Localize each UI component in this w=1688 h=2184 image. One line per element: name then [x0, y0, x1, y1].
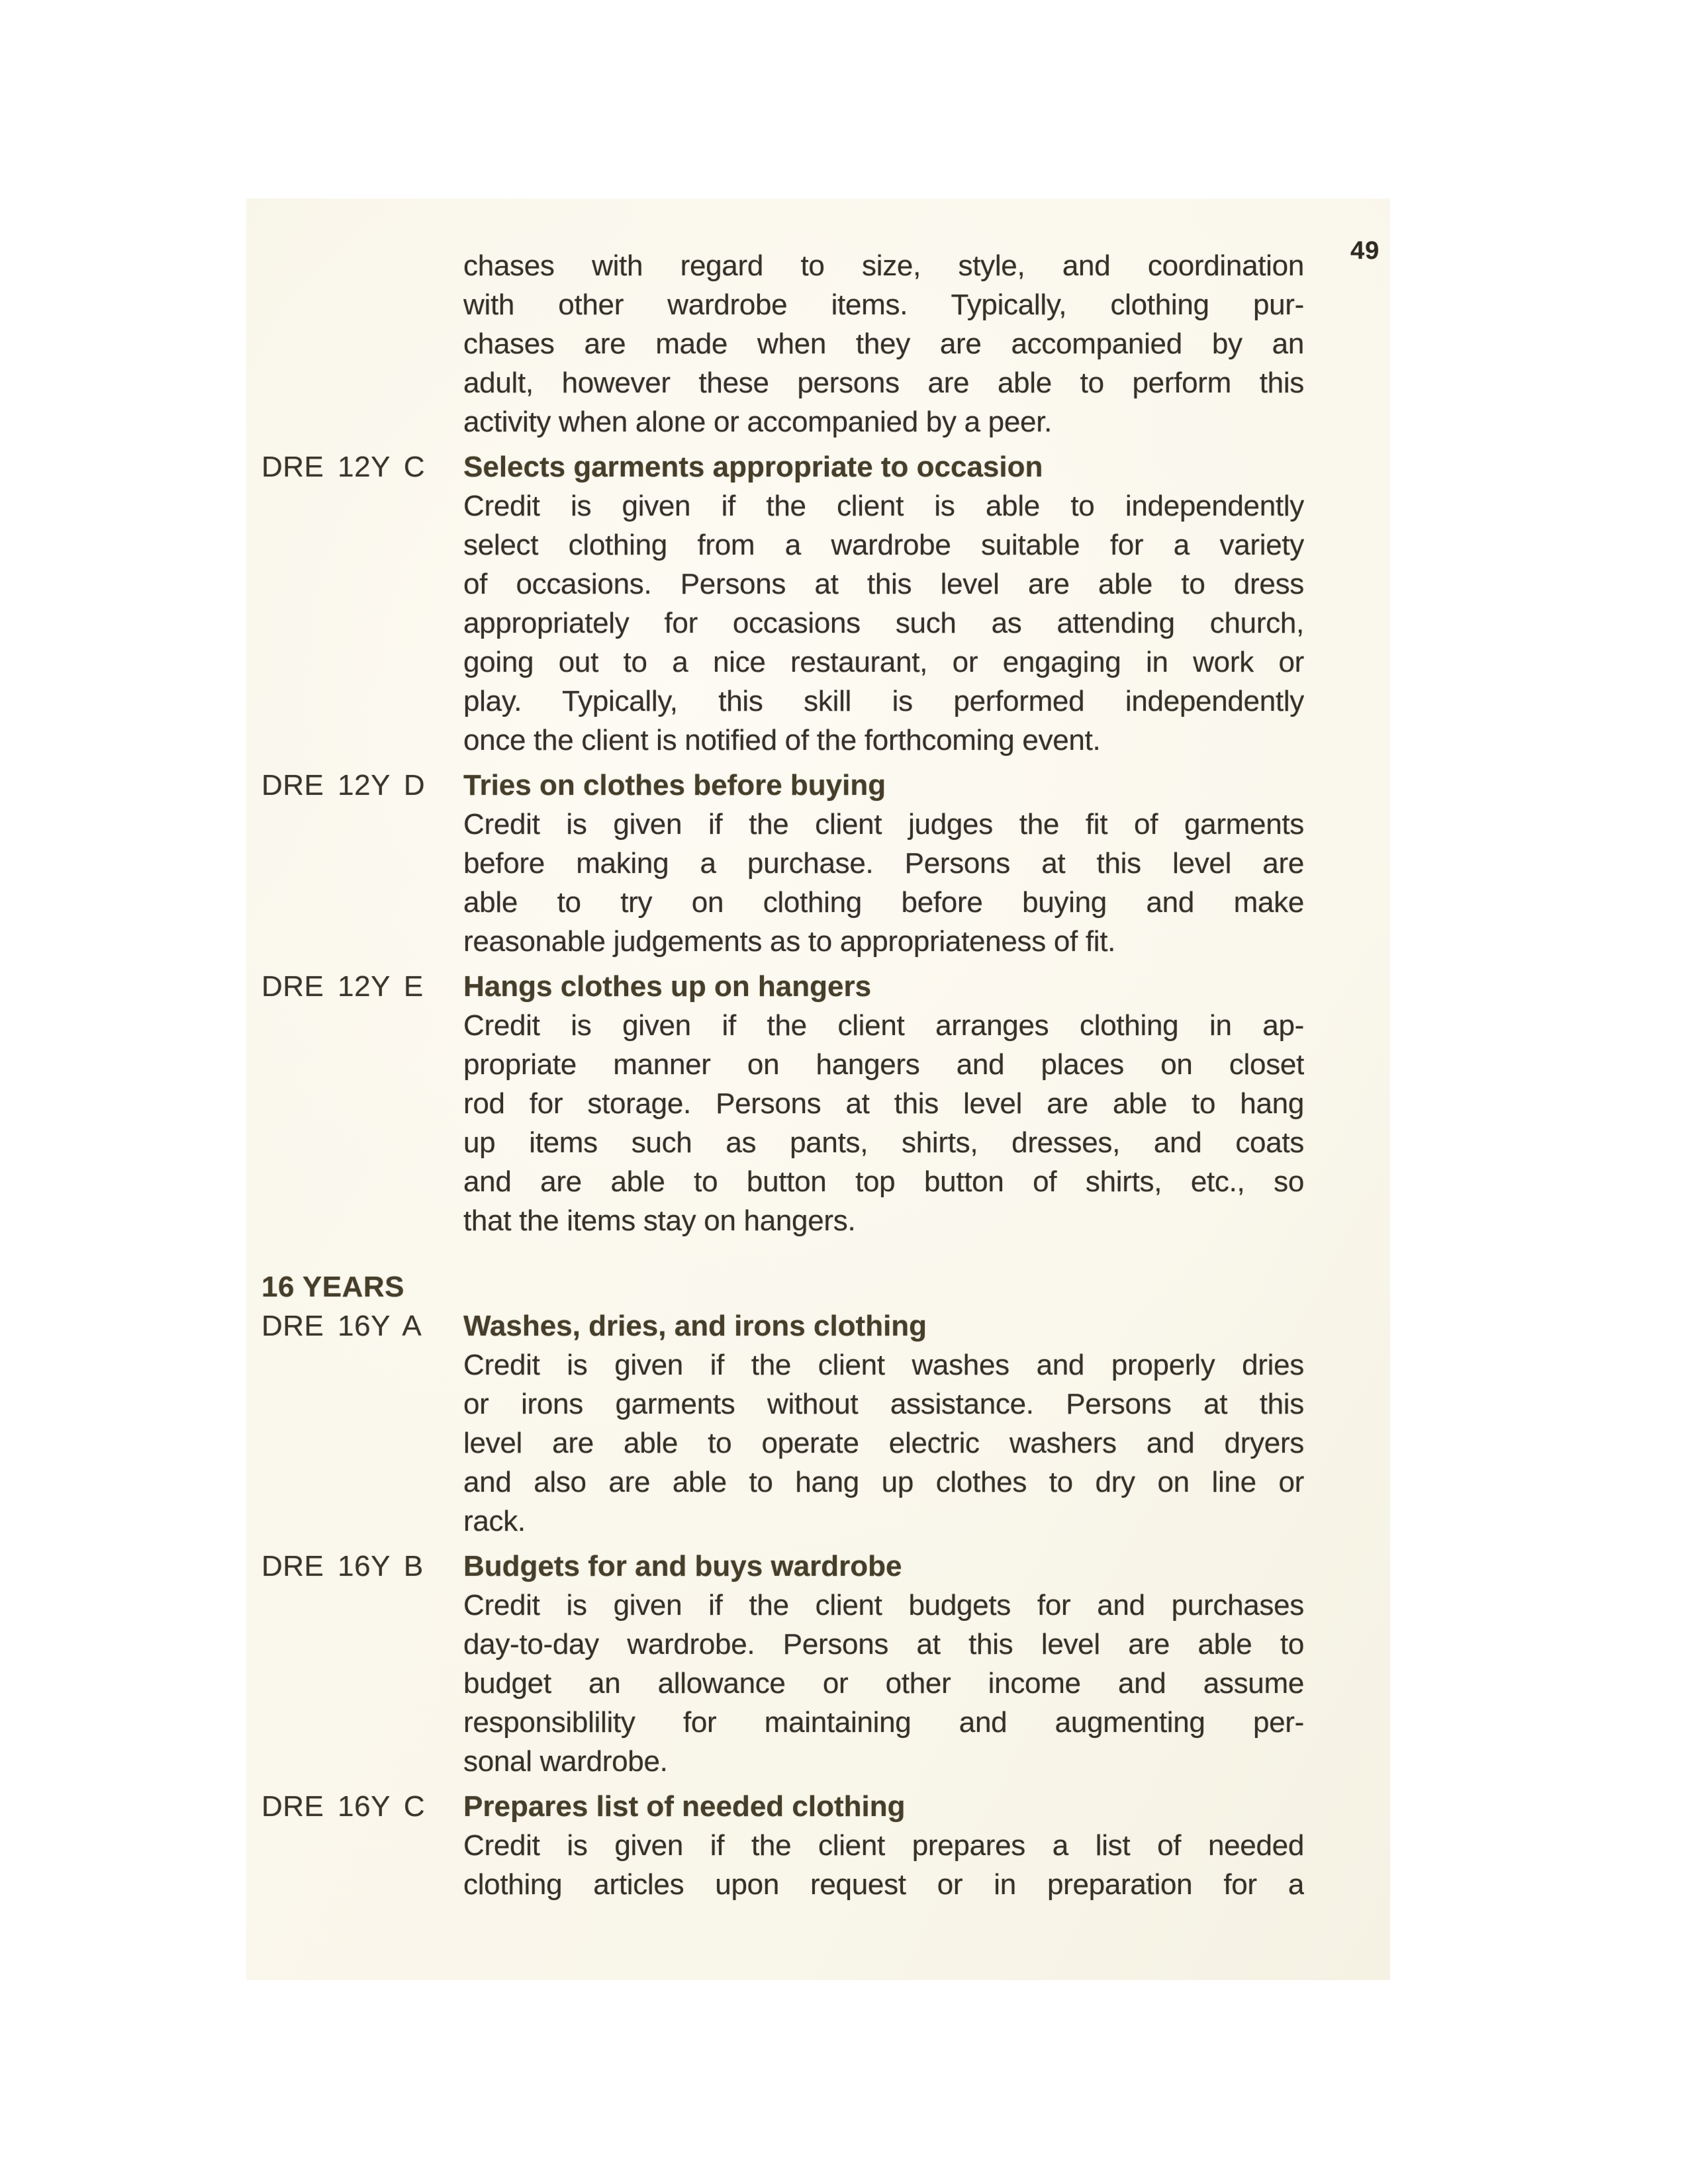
body-line: rod for storage. Persons at this level are able to hang: [463, 1087, 1304, 1120]
body-line: and also are able to hang up clothes to dry on line or: [463, 1466, 1304, 1498]
section-columns: [246, 766, 1390, 961]
body-line: Credit is given if the client judges the fit of garments: [463, 808, 1304, 841]
body-line: once the client is notified of the forthcoming event.: [463, 724, 1101, 756]
body-line: level are able to operate electric washers and dryers: [463, 1427, 1304, 1459]
body-line: day-to-day wardrobe. Persons at this level are able to: [463, 1628, 1304, 1661]
item-row: [246, 967, 1390, 1240]
body-line: responsiblility for maintaining and augmenting per-: [463, 1706, 1304, 1739]
body-line: going out to a nice restaurant, or engaging in work or: [463, 646, 1304, 678]
item-heading: Tries on clothes before buying: [463, 769, 886, 801]
item-code: DRE 16Y A: [261, 1310, 422, 1342]
label-column: [246, 1787, 463, 1904]
item-code: DRE 16Y B: [261, 1550, 424, 1582]
item-row: [246, 1306, 1390, 1541]
body-line: Credit is given if the client washes and properly dries: [463, 1349, 1304, 1381]
item-code: DRE 12Y C: [261, 451, 426, 483]
body-line: before making a purchase. Persons at this level are: [463, 847, 1304, 880]
section-columns: [246, 447, 1390, 760]
body-line: adult, however these persons are able to perform this: [463, 367, 1304, 399]
paragraph-row: [246, 246, 1390, 441]
age-section-header: 16 YEARS: [261, 1271, 404, 1303]
body-line: Credit is given if the client is able to independently: [463, 490, 1304, 522]
body-column: [463, 246, 1304, 441]
label-column: [246, 447, 463, 760]
label-column: [246, 766, 463, 961]
body-line: clothing articles upon request or in preparation for a: [463, 1868, 1304, 1901]
item-code: DRE 16Y C: [261, 1790, 426, 1823]
scanned-page: [246, 199, 1390, 1980]
item-heading: Prepares list of needed clothing: [463, 1790, 906, 1823]
body-line: Credit is given if the client budgets for and purchases: [463, 1589, 1304, 1621]
body-column: [463, 1306, 1304, 1541]
body-column: [463, 1547, 1304, 1781]
item-row: [246, 766, 1390, 961]
body-line: up items such as pants, shirts, dresses, and coats: [463, 1126, 1304, 1159]
body-line: Credit is given if the client arranges clothing in ap-: [463, 1009, 1304, 1042]
body-line: budget an allowance or other income and assume: [463, 1667, 1304, 1700]
item-code: DRE 12Y E: [261, 970, 424, 1003]
body-line: or irons garments without assistance. Persons at this: [463, 1388, 1304, 1420]
body-column: [463, 766, 1304, 961]
body-column: [463, 967, 1304, 1240]
body-column: [463, 447, 1304, 760]
body-line: chases with regard to size, style, and coordination: [463, 250, 1304, 282]
body-line: able to try on clothing before buying and make: [463, 886, 1304, 919]
body-line: sonal wardrobe.: [463, 1745, 668, 1778]
body-line: activity when alone or accompanied by a peer.: [463, 406, 1053, 438]
section-columns: [246, 1306, 1390, 1541]
page-content: [246, 246, 1390, 1904]
page-number: 49: [1350, 237, 1380, 265]
age-section: [246, 1267, 1390, 1306]
label-column: [246, 246, 463, 441]
label-column: [246, 967, 463, 1240]
body-line: chases are made when they are accompanied by an: [463, 328, 1304, 360]
body-line: propriate manner on hangers and places on closet: [463, 1048, 1304, 1081]
section-columns: [246, 246, 1390, 441]
item-code: DRE 12Y D: [261, 769, 426, 801]
body-line: rack.: [463, 1505, 526, 1537]
label-column: [246, 1306, 463, 1541]
item-heading: Budgets for and buys wardrobe: [463, 1550, 902, 1582]
section-columns: [246, 1787, 1390, 1904]
label-column: [246, 1547, 463, 1781]
body-line: reasonable judgements as to appropriateness of fit.: [463, 925, 1116, 958]
body-line: that the items stay on hangers.: [463, 1205, 856, 1237]
item-row: [246, 1547, 1390, 1781]
section-columns: [246, 1547, 1390, 1781]
body-line: of occasions. Persons at this level are able to dress: [463, 568, 1304, 600]
item-row: [246, 1787, 1390, 1904]
item-heading: Washes, dries, and irons clothing: [463, 1310, 927, 1342]
body-line: Credit is given if the client prepares a list of needed: [463, 1829, 1304, 1862]
item-row: [246, 447, 1390, 760]
body-line: play. Typically, this skill is performed independently: [463, 685, 1304, 717]
item-heading: Selects garments appropriate to occasion: [463, 451, 1043, 483]
item-heading: Hangs clothes up on hangers: [463, 970, 872, 1003]
body-line: with other wardrobe items. Typically, clothing pur-: [463, 289, 1304, 321]
body-column: [463, 1787, 1304, 1904]
body-line: select clothing from a wardrobe suitable for a variety: [463, 529, 1304, 561]
body-line: and are able to button top button of shirts, etc., so: [463, 1165, 1304, 1198]
section-columns: [246, 967, 1390, 1240]
body-line: appropriately for occasions such as attending church,: [463, 607, 1304, 639]
